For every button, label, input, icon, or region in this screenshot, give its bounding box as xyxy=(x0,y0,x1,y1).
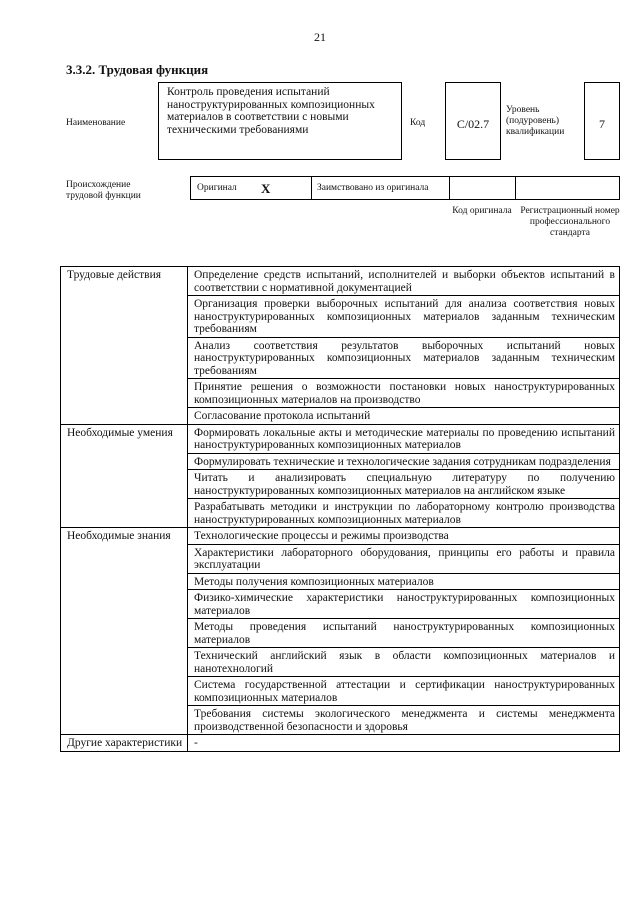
code-box xyxy=(445,82,501,160)
code-label: Код xyxy=(410,118,426,128)
function-table-body xyxy=(61,267,620,752)
item-cell: Читать и анализировать специальную литературу по получению наноструктурированных композиционных материалов на английском языке xyxy=(188,470,620,499)
category-cell: Другие характеристики xyxy=(61,735,188,752)
level-box xyxy=(584,82,620,160)
section-title: 3.3.2. Трудовая функция xyxy=(66,62,209,77)
table-row xyxy=(61,528,620,545)
item-cell: - xyxy=(188,735,620,752)
item-cell: Требования системы экологического менеджмента и системы менеджмента производственной безопасности и здоровья xyxy=(188,706,620,735)
function-name: Контроль проведения испытаний наноструктурированных композиционных материалов в соответствии с новыми техническими требованиями xyxy=(167,86,375,136)
origin-label: Происхождение трудовой функции xyxy=(66,180,141,201)
table-row xyxy=(61,424,620,453)
code-original-caption: Код оригинала xyxy=(452,206,512,216)
original-label: Оригинал xyxy=(197,183,237,193)
borrowed-label: Заимствовано из оригинала xyxy=(317,183,429,193)
item-cell: Технический английский язык в области композиционных материалов и нанотехнологий xyxy=(188,648,620,677)
name-box xyxy=(158,82,402,160)
item-cell: Формировать локальные акты и методические материалы по проведению испытаний наноструктурированных композиционных материалов xyxy=(188,424,620,453)
level-label: Уровень (подуровень) квалификации xyxy=(506,105,565,137)
origin-box xyxy=(190,176,620,200)
item-cell: Формулировать технические и технологические задания сотрудникам подразделения xyxy=(188,453,620,470)
origin-divider-1 xyxy=(311,176,312,200)
item-cell: Методы проведения испытаний наноструктурированных композиционных материалов xyxy=(188,619,620,648)
origin-divider-3 xyxy=(515,176,516,200)
table-row xyxy=(61,735,620,752)
item-cell: Разрабатывать методики и инструкции по лабораторному контролю производства наноструктурированных композиционных материалов xyxy=(188,499,620,528)
item-cell: Физико-химические характеристики наноструктурированных композиционных материалов xyxy=(188,590,620,619)
item-cell: Система государственной аттестации и сертификации наноструктурированных композиционных материалов xyxy=(188,677,620,706)
category-cell: Необходимые умения xyxy=(61,424,188,528)
item-cell: Согласование протокола испытаний xyxy=(188,408,620,425)
reg-number-caption: Регистрационный номер профессионального стандарта xyxy=(520,206,620,238)
item-cell: Организация проверки выборочных испытаний для анализа соответствия новых наноструктурированных композиционных материалов заданным техническим требованиям xyxy=(188,296,620,338)
origin-divider-2 xyxy=(449,176,450,200)
item-cell: Методы получения композиционных материалов xyxy=(188,573,620,590)
name-label: Наименование xyxy=(66,118,126,128)
table-row xyxy=(61,267,620,296)
item-cell: Анализ соответствия результатов выборочных испытаний новых наноструктурированных композиционных материалов заданным техническим требованиям xyxy=(188,337,620,379)
item-cell: Определение средств испытаний, исполнителей и выборки объектов испытаний в соответствии с нормативной документацией xyxy=(188,267,620,296)
original-mark: X xyxy=(261,181,271,196)
level-value: 7 xyxy=(599,117,605,131)
item-cell: Технологические процессы и режимы производства xyxy=(188,528,620,545)
item-cell: Принятие решения о возможности постановки новых наноструктурированных композиционных материалов на производство xyxy=(188,379,620,408)
page-number: 21 xyxy=(314,30,326,44)
function-table xyxy=(60,266,620,752)
category-cell: Трудовые действия xyxy=(61,267,188,425)
code-value: C/02.7 xyxy=(456,117,490,131)
category-cell: Необходимые знания xyxy=(61,528,188,735)
item-cell: Характеристики лабораторного оборудования, принципы его работы и правила эксплуатации xyxy=(188,544,620,573)
